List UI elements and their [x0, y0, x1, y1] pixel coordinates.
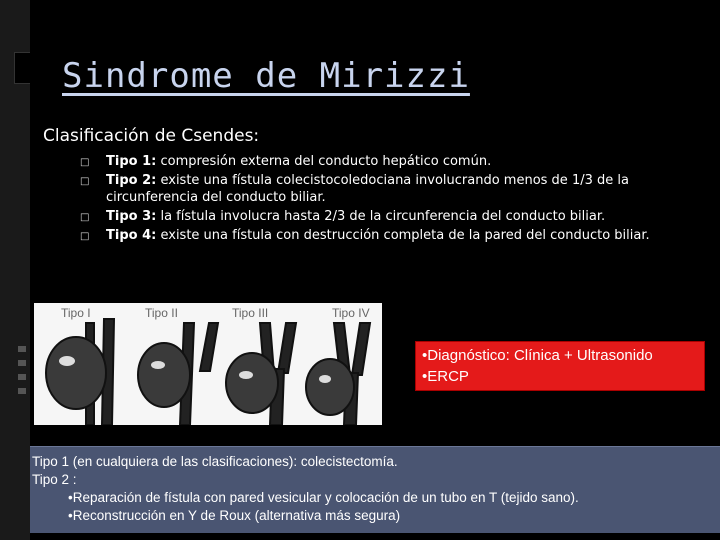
tick-mark	[18, 374, 26, 380]
figure-label-tipo-4: Tipo IV	[332, 306, 370, 320]
square-bullet-icon: □	[80, 157, 90, 168]
square-bullet-icon: □	[80, 212, 90, 223]
mirizzi-types-figure	[34, 303, 382, 425]
slide-title: Sindrome de Mirizzi	[62, 56, 470, 96]
tick-mark	[18, 346, 26, 352]
gallbladder-diagrams	[34, 303, 382, 425]
diagnostic-line: •ERCP	[422, 368, 469, 385]
figure-label-tipo-3: Tipo III	[232, 306, 269, 320]
treatment-line: Tipo 2 :	[32, 472, 77, 487]
diagnostic-box	[415, 341, 705, 391]
slide	[30, 0, 720, 540]
list-item: □ Tipo 4: existe una fístula con destrucción completa de la pared del conducto biliar.	[80, 228, 650, 243]
left-decorative-bar	[0, 0, 30, 540]
treatment-box	[30, 446, 720, 533]
classification-list	[70, 153, 710, 246]
square-bullet-icon: □	[80, 176, 90, 187]
treatment-line: •Reconstrucción en Y de Roux (alternativa más segura)	[68, 508, 401, 523]
tick-mark	[18, 360, 26, 366]
treatment-line: Tipo 1 (en cualquiera de las clasificaciones): colecistectomía.	[32, 454, 398, 469]
tick-mark	[18, 388, 26, 394]
slide-subtitle: Clasificación de Csendes:	[43, 126, 260, 146]
list-item: □ Tipo 2: existe una fístula colecistocoledociana involucrando menos de 1/3 de la circunferencia del conducto biliar.	[80, 173, 629, 205]
figure-label-tipo-2: Tipo II	[145, 306, 178, 320]
figure-label-tipo-1: Tipo I	[61, 306, 91, 320]
list-item: □ Tipo 3: la fístula involucra hasta 2/3 de la circunferencia del conducto biliar.	[80, 209, 606, 224]
list-item: □ Tipo 1: compresión externa del conducto hepático común.	[80, 154, 492, 169]
diagnostic-line: •Diagnóstico: Clínica + Ultrasonido	[422, 347, 653, 364]
treatment-line: •Reparación de fístula con pared vesicular y colocación de un tubo en T (tejido sano).	[68, 490, 579, 505]
square-bullet-icon: □	[80, 231, 90, 242]
